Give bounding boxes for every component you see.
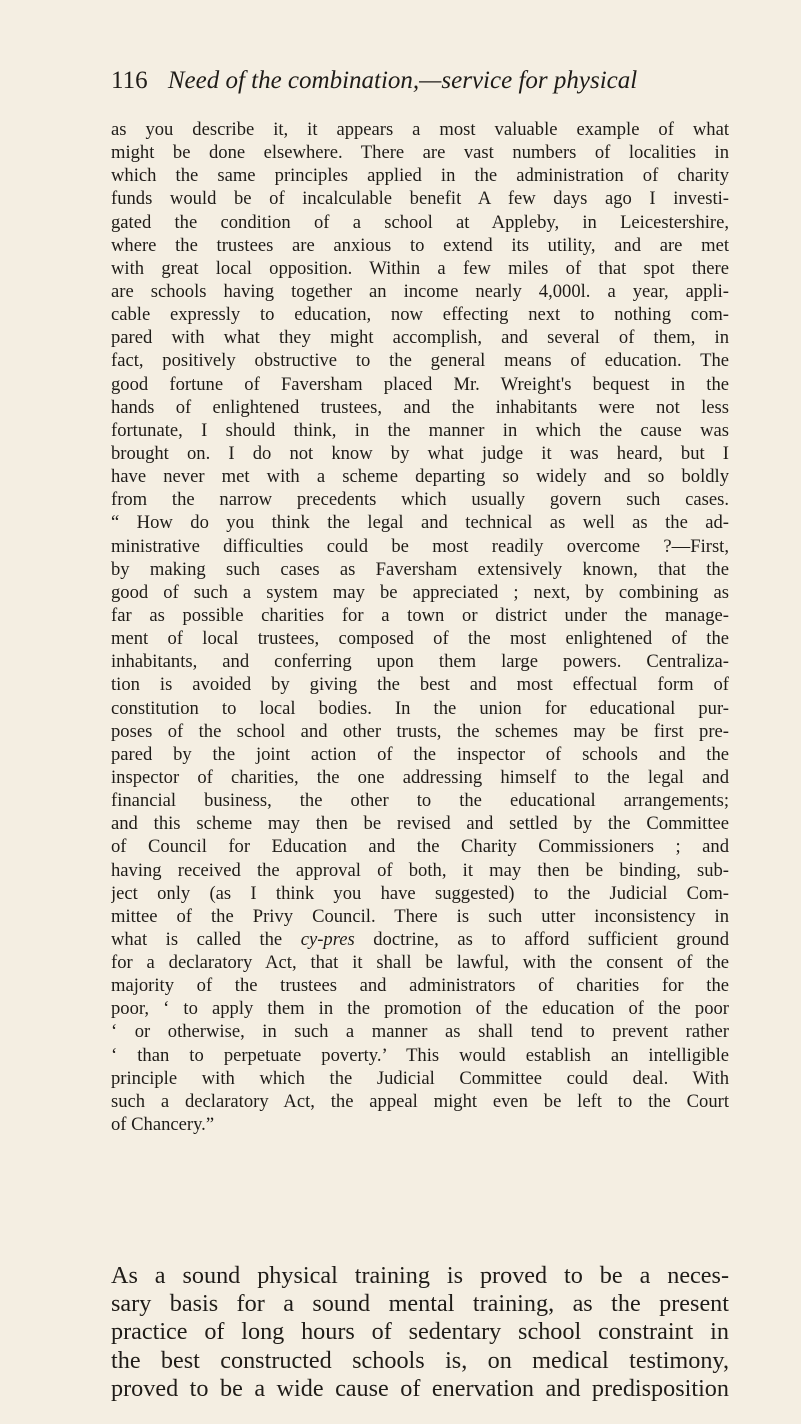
- large-text-line: proved to be a wide cause of enervation and predisposition: [111, 1374, 729, 1402]
- text-line: cable expressly to education, now effecting next to nothing com-: [111, 304, 729, 326]
- text-line: financial business, the other to the educational arrangements;: [111, 790, 729, 812]
- text-line: ment of local trustees, composed of the most enlightened of the: [111, 628, 729, 650]
- text-line: tion is avoided by giving the best and most effectual form of: [111, 674, 729, 696]
- text-line: inspector of charities, the one addressing himself to the legal and: [111, 766, 729, 788]
- large-text-line: the best constructed schools is, on medical testimony,: [111, 1346, 729, 1374]
- text-line: constitution to local bodies. In the union for educational pur-: [111, 697, 729, 719]
- text-line: far as possible charities for a town or district under the manage-: [111, 604, 729, 626]
- text-line: what is called the cy-pres doctrine, as to afford sufficient ground: [111, 928, 729, 950]
- text-line: “ How do you think the legal and technical as well as the ad-: [111, 512, 729, 534]
- text-line: from the narrow precedents which usually govern such cases.: [111, 489, 729, 511]
- text-line: pared with what they might accomplish, and several of them, in: [111, 327, 729, 349]
- text-line: ject only (as I think you have suggested) to the Judicial Com-: [111, 882, 729, 904]
- running-head: [111, 66, 731, 96]
- text-line: fact, positively obstructive to the general means of education. The: [111, 350, 729, 372]
- text-line: ‘ or otherwise, in such a manner as shall tend to prevent rather: [111, 1021, 729, 1043]
- text-line: might be done elsewhere. There are vast numbers of localities in: [111, 142, 729, 164]
- text-line: funds would be of incalculable benefit A few days ago I investi-: [111, 188, 729, 210]
- text-line: having received the approval of both, it may then be binding, sub-: [111, 859, 729, 881]
- text-line: where the trustees are anxious to extend its utility, and are met: [111, 234, 729, 256]
- text-line: inhabitants, and conferring upon them large powers. Centraliza-: [111, 651, 729, 673]
- text-line: of Chancery.”: [111, 1114, 215, 1136]
- page-number: 116: [111, 67, 148, 94]
- text-line: principle with which the Judicial Committee could deal. With: [111, 1067, 729, 1089]
- text-line: have never met with a scheme departing so widely and so boldly: [111, 466, 729, 488]
- large-text-line: As a sound physical training is proved to be a neces-: [111, 1262, 729, 1289]
- text-line: fortunate, I should think, in the manner in which the cause was: [111, 419, 729, 441]
- text-line: poses of the school and other trusts, the schemes may be first pre-: [111, 720, 729, 742]
- text-line: by making such cases as Faversham extensively known, that the: [111, 558, 729, 580]
- text-line: as you describe it, it appears a most valuable example of what: [111, 119, 729, 140]
- text-line: are schools having together an income nearly 4,000l. a year, appli-: [111, 280, 729, 302]
- text-line: gated the condition of a school at Appleby, in Leicestershire,: [111, 211, 729, 233]
- large-text-line: sary basis for a sound mental training, as the present: [111, 1290, 729, 1318]
- text-line: which the same principles applied in the administration of charity: [111, 165, 729, 187]
- text-line: and this scheme may then be revised and settled by the Committee: [111, 813, 729, 835]
- text-line: good of such a system may be appreciated ; next, by combining as: [111, 581, 729, 603]
- body-text: [111, 118, 729, 1136]
- text-line: such a declaratory Act, the appeal might even be left to the Court: [111, 1090, 729, 1112]
- text-line: poor, ‘ to apply them in the promotion of the education of the poor: [111, 998, 729, 1020]
- text-line: mittee of the Privy Council. There is such utter inconsistency in: [111, 905, 729, 927]
- text-line: good fortune of Faversham placed Mr. Wreight's bequest in the: [111, 373, 729, 395]
- text-line: ministrative difficulties could be most readily overcome ?—First,: [111, 535, 729, 557]
- text-line: majority of the trustees and administrators of charities for the: [111, 975, 729, 997]
- text-line: brought on. I do not know by what judge it was heard, but I: [111, 442, 729, 464]
- text-line: ‘ than to perpetuate poverty.’ This would establish an intelligible: [111, 1044, 729, 1066]
- text-line: hands of enlightened trustees, and the inhabitants were not less: [111, 396, 729, 418]
- text-line: for a declaratory Act, that it shall be lawful, with the consent of the: [111, 952, 729, 974]
- large-paragraph: [111, 1262, 729, 1403]
- large-text-line: practice of long hours of sedentary school constraint in: [111, 1318, 729, 1346]
- text-line: with great local opposition. Within a few miles of that spot there: [111, 257, 729, 279]
- text-line: of Council for Education and the Charity Commissioners ; and: [111, 836, 729, 858]
- text-line: pared by the joint action of the inspector of schools and the: [111, 743, 729, 765]
- running-title: Need of the combination,—service for physical: [167, 67, 638, 94]
